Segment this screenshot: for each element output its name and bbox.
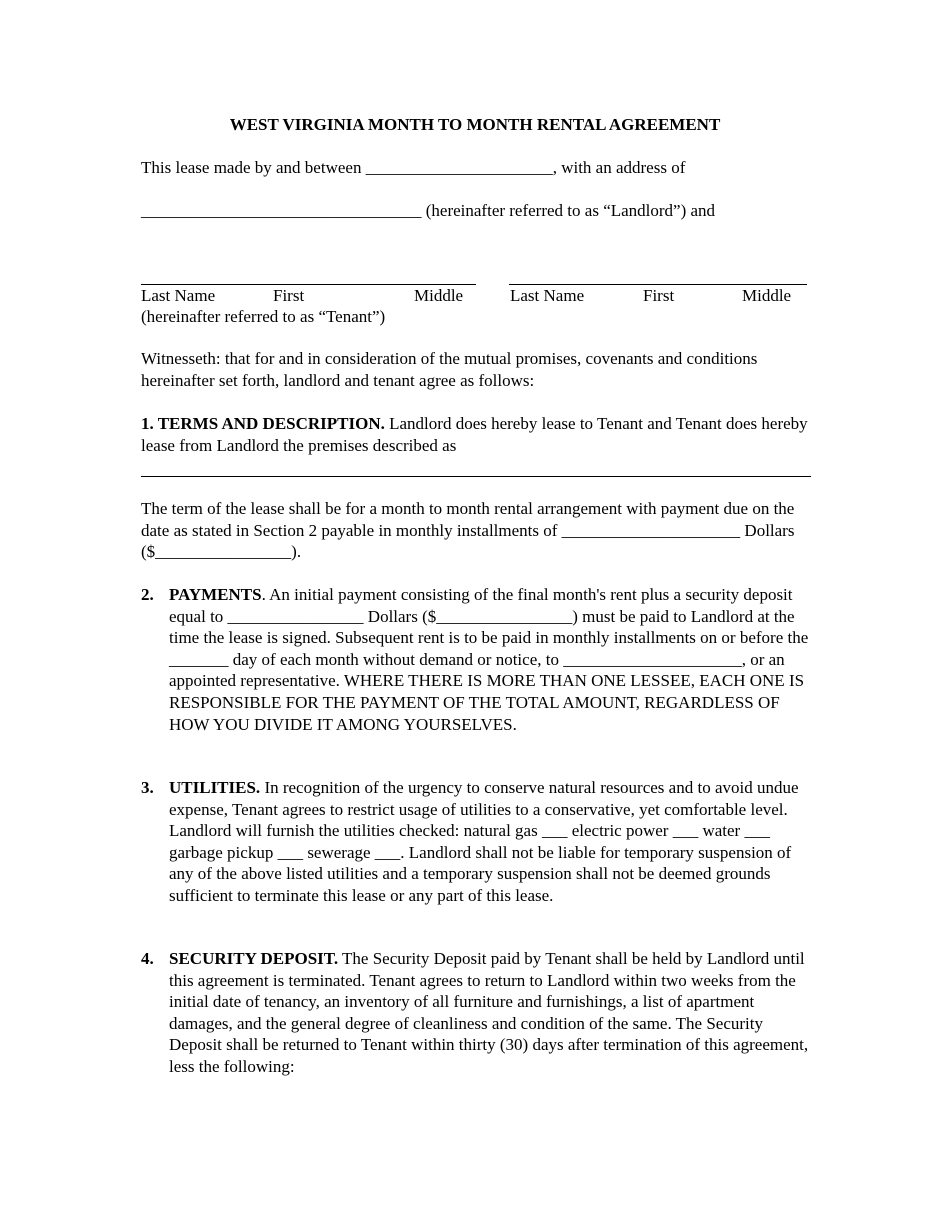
intro-line-1: This lease made by and between ______________________, with an address of [141, 158, 686, 177]
section-1-heading: 1. TERMS AND DESCRIPTION. [141, 414, 385, 433]
section-3-number: 3. [141, 778, 154, 797]
intro-line-2: _________________________________ (hereinafter referred to as “Landlord”) and [141, 201, 716, 220]
section-4-paragraph [169, 948, 819, 1078]
section-3-text: In recognition of the urgency to conserve natural resources and to avoid undue expense, Tenant agrees to restrict usage of utilities to a conservative, yet comfortable level. Landlord will furnish the utilities checked: natural gas ___ electric power ___ water ___ garbage pickup ___ sewerage ___. Landlord shall not be liable for temporary suspension of any of the above listed utilities and a temporary suspension shall not be deemed grounds sufficient to terminate this lease or any part of this lease. [169, 778, 799, 905]
tenant-2-middle-name-label: Middle [742, 286, 792, 305]
section-2-paragraph [169, 584, 819, 735]
section-1-term-paragraph: The term of the lease shall be for a month to month rental arrangement with payment due on the date as stated in Section 2 payable in monthly installments of _____________________ Dollars ($________________). [141, 499, 795, 562]
section-1-paragraph [141, 413, 821, 456]
tenant-2-first-name-label: First [643, 286, 675, 305]
section-3-heading: UTILITIES. [169, 778, 261, 797]
section-2-text: . An initial payment consisting of the final month's rent plus a security deposit equal to ________________ Dollars ($________________) must be paid to Landlord at the time the lease is signed. Subsequent rent is to be paid in monthly installments on or before the _______ day of each month without demand or notice, to _____________________, or an appointed representative. WHERE THERE IS MORE THAN ONE LESSEE, EACH ONE IS RESPONSIBLE FOR THE PAYMENT OF THE TOTAL AMOUNT, REGARDLESS OF HOW YOU DIVIDE IT AMONG YOURSELVES. [169, 585, 809, 734]
section-2-number: 2. [141, 585, 154, 604]
witnesseth-paragraph: Witnesseth: that for and in consideration of the mutual promises, covenants and conditions hereinafter set forth, landlord and tenant agree as follows: [141, 349, 758, 390]
section-3-paragraph [169, 777, 819, 907]
section-4-text: The Security Deposit paid by Tenant shall be held by Landlord until this agreement is terminated. Tenant agrees to return to Landlord within two weeks from the initial date of tenancy, an inventory of all furniture and furnishings, a list of apartment damages, and the general degree of cleanliness and condition of the same. The Security Deposit shall be returned to Tenant within thirty (30) days after termination of this agreement, less the following: [169, 949, 809, 1076]
tenant-1-last-name-label: Last Name [141, 286, 216, 305]
tenant-referred-text: (hereinafter referred to as “Tenant”) [141, 307, 386, 326]
section-1-text: Landlord does hereby lease to Tenant and Tenant does hereby lease from Landlord the premises described as [141, 414, 808, 455]
tenant-1-first-name-label: First [273, 286, 305, 305]
premises-description-line [141, 476, 811, 477]
tenant-2-last-name-label: Last Name [510, 286, 585, 305]
document-title: WEST VIRGINIA MONTH TO MONTH RENTAL AGREEMENT [229, 115, 721, 134]
tenant-1-middle-name-label: Middle [414, 286, 464, 305]
section-4-number: 4. [141, 949, 154, 968]
section-2-heading: PAYMENTS [169, 585, 262, 604]
section-4-heading: SECURITY DEPOSIT. [169, 949, 339, 968]
